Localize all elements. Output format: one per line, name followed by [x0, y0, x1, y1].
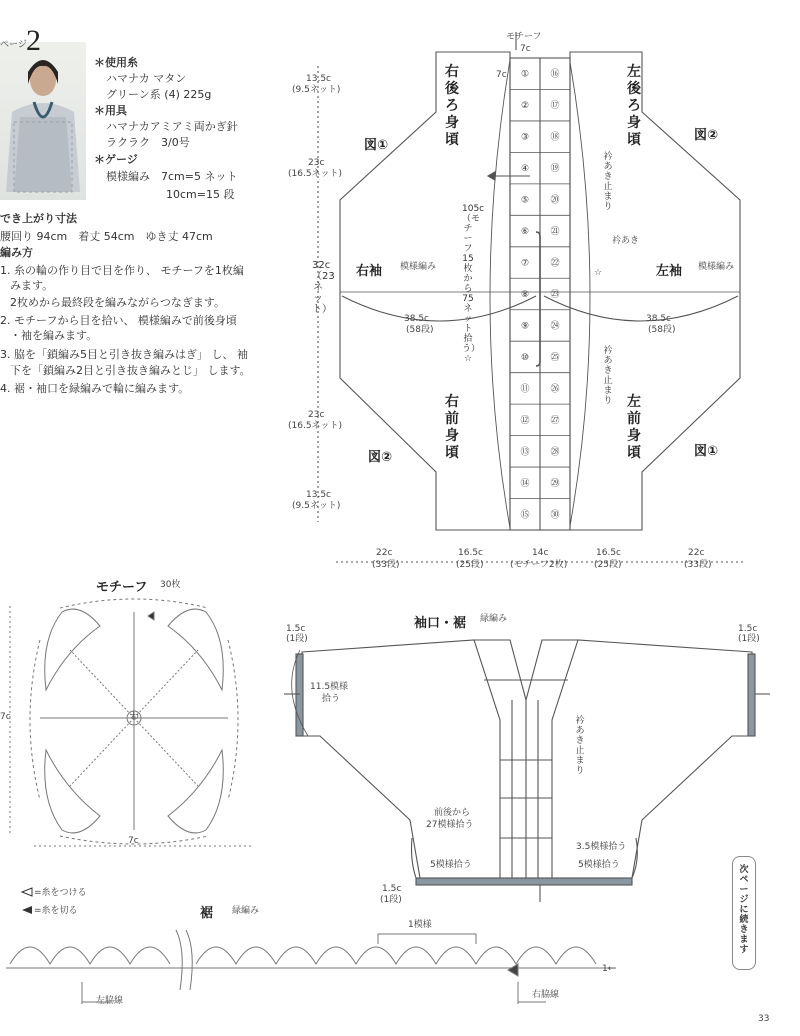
motif-center-ring: わ: [130, 712, 140, 722]
right-back-label: 右後ろ身頃: [445, 64, 459, 148]
left-sleeve-label: 左袖: [656, 264, 683, 279]
motif-number: ㉓: [550, 290, 560, 300]
right-front-label: 右前身頃: [445, 394, 459, 461]
cuff-left-width: 1.5c: [286, 624, 306, 634]
page-prefix: ページ: [0, 40, 27, 50]
method-step: 2. モチーフから目を拾い、 模様編みで前後身頃: [0, 314, 237, 327]
finished-sizes: 腰回り 94cm 着丈 54cm ゆき丈 47cm: [0, 230, 213, 243]
tools-line-1: ハマナカアミアミ両かぎ針: [106, 120, 238, 133]
edging-diagram: [284, 640, 770, 902]
yarn-line-2: グリーン系 (4) 225g: [106, 88, 212, 101]
motif-number: ⑳: [550, 195, 560, 206]
figure-2-top: 図②: [694, 128, 719, 143]
bottom-dim-5-sub: (33段): [684, 560, 712, 570]
hem-repeat: 1模様: [408, 920, 432, 930]
motif-number: ㉗: [550, 415, 560, 426]
motif-number: ㉒: [550, 258, 560, 269]
motif-number: ㉔: [550, 321, 560, 332]
method-step: 3. 脇を「鎖編み5目と引き抜き編みはぎ」 し、 袖: [0, 348, 248, 361]
dim-bottom-sub: (9.5ネット): [292, 501, 341, 511]
pattern-number: 2: [26, 24, 41, 57]
sleeve-length-right: 38.5c: [646, 314, 671, 324]
motif-number: ㉑: [550, 227, 560, 238]
continued-badge: [732, 856, 756, 970]
bottom-dim-5: 22c: [688, 548, 705, 558]
bottom-dim-2: 16.5c: [458, 548, 483, 558]
motif-number: ⑮: [520, 510, 530, 521]
motif-label: モチーフ: [506, 32, 542, 42]
motif-number: ⑦: [520, 258, 530, 269]
dim-upper-sub: (16.5ネット): [288, 169, 343, 179]
motif-number: ⑩: [520, 352, 530, 363]
three-5-patterns: 3.5模様拾う: [576, 842, 627, 852]
figure-1-top: 図①: [364, 138, 389, 153]
collar-stop-top: 衿あき止まり: [603, 152, 613, 212]
motif-number: ③: [520, 132, 530, 143]
continued-text: 次ページに続きます: [739, 865, 749, 955]
right-sleeve-label: 右袖: [356, 264, 383, 279]
figure-2-bottom: 図②: [368, 450, 393, 465]
body-outline: [340, 52, 510, 530]
dim-lower: 23c: [308, 410, 325, 420]
method-step: ・袖を編みます。: [10, 329, 98, 342]
motif-chart-title: モチーフ: [96, 580, 148, 595]
dim-bottom: 13.5c: [306, 490, 331, 500]
motif-height: 7c: [496, 70, 507, 80]
left-front-label: 左前身頃: [627, 394, 641, 461]
method-step: 下を「鎖編み2目と引き抜き編みとじ」 します。: [10, 364, 251, 377]
bottom-dim-3: 14c: [532, 548, 549, 558]
cuff-right-rows: (1段): [738, 634, 760, 644]
motif-number: ①: [520, 69, 530, 80]
motif-number: ㉖: [550, 384, 560, 395]
motif-number: ㉙: [550, 478, 560, 489]
method-step: みます。: [10, 279, 54, 292]
motif-width: 7c: [520, 44, 531, 54]
right-side-line: 右脇線: [532, 990, 560, 1000]
dim-top-sub: (9.5ネット): [292, 85, 341, 95]
bottom-dim-1-sub: (33段): [372, 560, 400, 570]
motif-number: ⑪: [520, 384, 530, 395]
yarn-line-1: ハマナカ マタン: [106, 72, 187, 85]
hem-edge-rows: (1段): [380, 895, 402, 905]
motif-number: ⑲: [550, 164, 560, 175]
gauge-title: ＊ゲージ: [94, 153, 138, 166]
method-title: 編み方: [0, 246, 33, 259]
gauge-line-2: 10cm=15 段: [166, 188, 235, 201]
sleeve-rows-right: (58段): [648, 325, 676, 335]
motif-chart-count: 30枚: [160, 580, 181, 590]
left-side-line: 左脇線: [96, 996, 124, 1006]
attach-marker: [22, 888, 32, 896]
gauge-line-1: 模様編み 7cm=5 ネット: [106, 170, 238, 183]
motif-number: ⑧: [520, 290, 530, 300]
hem-subtitle: 緑編み: [232, 906, 260, 916]
dim-lower-sub: (16.5ネット): [288, 421, 343, 431]
pattern-label-right: 模様編み: [698, 262, 735, 272]
motif-number: ⑤: [520, 195, 530, 206]
edging-collar-stop: 衿あき止まり: [575, 716, 585, 776]
motif-number: ②: [520, 101, 530, 112]
motif-number: ㉕: [550, 352, 560, 363]
bottom-dim-4-sub: (25段): [594, 560, 622, 570]
five-patterns-right: 5模様拾う: [578, 860, 620, 870]
motif-number: ⑰: [550, 101, 560, 112]
dim-upper: 23c: [308, 158, 325, 168]
edging-subtitle: 緑編み: [480, 614, 508, 624]
collar-opening: 衿あき: [612, 236, 640, 246]
bottom-dim-4: 16.5c: [596, 548, 621, 558]
sleeve-length-left: 38.5c: [404, 314, 429, 324]
collar-stop-bottom: 衿あき止まり: [603, 346, 613, 406]
method-step: 2枚めから最終段を編みながらつなぎます。: [10, 296, 226, 309]
front-back-pick: 前後から: [434, 808, 471, 818]
hem-start-arrow: 1←: [602, 964, 616, 974]
motif-number: ㉚: [550, 510, 560, 521]
motif-number: ⑥: [520, 227, 530, 238]
page-number: 33: [758, 1014, 770, 1024]
pattern-label-left: 模様編み: [400, 262, 437, 272]
tools-line-2: ラクラク 3/0号: [106, 136, 190, 149]
motif-number: ⑬: [520, 447, 530, 458]
hem-edge-width: 1.5c: [382, 884, 402, 894]
motif-number: ④: [520, 164, 530, 175]
bottom-dim-2-sub: (25段): [456, 560, 484, 570]
five-patterns-left: 5模様拾う: [430, 860, 472, 870]
dim-top: 13.5c: [306, 74, 331, 84]
motif-chart-width: 7c: [128, 836, 139, 846]
legend-attach: =糸をつける: [34, 888, 87, 898]
front-back-pick-2: 27模様拾う: [426, 820, 474, 830]
cuff-right-width: 1.5c: [738, 624, 758, 634]
cuff-left-rows: (1段): [286, 634, 308, 644]
motif-chart-height: 7c: [0, 712, 11, 722]
center-pick-up: 105c（モチーフ15枚から75ネット拾う）☆: [462, 204, 485, 364]
yarn-title: ＊使用糸: [94, 56, 138, 69]
legend-cut: =糸を切る: [34, 906, 78, 916]
sleeve-rows-left: (58段): [406, 325, 434, 335]
hem-chart: [6, 930, 616, 1004]
figure-1-bottom: 図①: [694, 444, 719, 459]
star-mark: ☆: [594, 268, 603, 278]
motif-number: ⑭: [520, 478, 530, 489]
edging-title: 袖口・裾: [414, 616, 467, 631]
motif-number: ⑫: [520, 415, 530, 426]
left-back-label: 左後ろ身頃: [627, 64, 641, 148]
cuff-pick-up-2: 拾う: [322, 694, 341, 704]
motif-number: ⑱: [550, 132, 560, 143]
motif-number: ⑯: [550, 69, 560, 80]
motif-number: ⑨: [520, 321, 530, 332]
bottom-dim-1: 22c: [376, 548, 393, 558]
finished-title: でき上がり寸法: [0, 212, 77, 225]
motif-number: ㉘: [550, 447, 560, 458]
bottom-dim-3-sub: (モチーフ2枚): [510, 560, 568, 570]
cut-marker: [22, 906, 32, 914]
method-step: 4. 裾・袖口を緑編みで輪に編みます。: [0, 382, 190, 395]
hem-title: 裾: [200, 906, 214, 921]
cuff-pick-up: 11.5模様: [310, 682, 349, 692]
method-step: 1. 糸の輪の作り目で目を作り、 モチーフを1枚編: [0, 264, 244, 277]
dim-middle: 32c（23ネット）: [312, 260, 335, 315]
tools-title: ＊用具: [94, 104, 127, 117]
